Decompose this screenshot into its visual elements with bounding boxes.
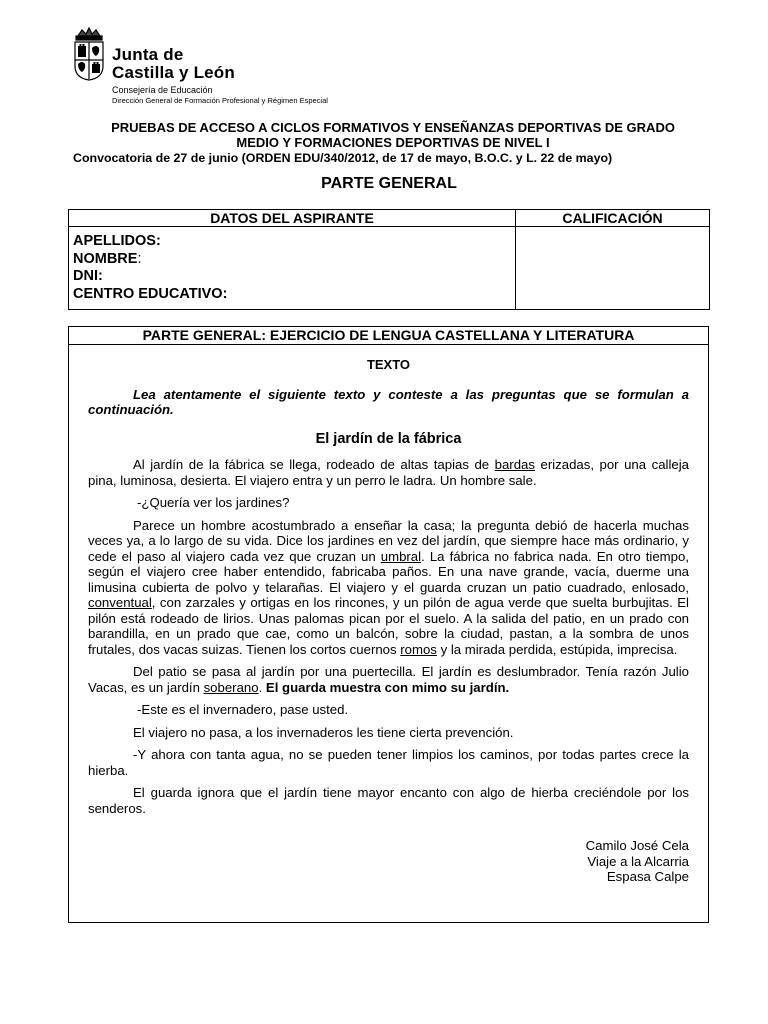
- citation-book: Viaje a la Alcarria: [587, 853, 689, 869]
- reading-title: El jardín de la fábrica: [315, 430, 462, 447]
- page-title: PARTE GENERAL: [321, 175, 457, 192]
- underlined-word: umbral: [380, 548, 422, 564]
- nombre-label: NOMBRE:: [73, 250, 142, 267]
- candidate-fields: [69, 227, 516, 310]
- paragraph-7: -Y ahora con tanta agua, no se pueden tener limpios los caminos, por todas partes crece la hierba.: [88, 747, 689, 778]
- paragraph-8: El guarda ignora que el jardín tiene mayor encanto con algo de hierba creciéndole por los senderos.: [88, 785, 689, 816]
- bold-sentence: El guarda muestra con mimo su jardín.: [265, 679, 510, 695]
- exam-convocatoria: Convocatoria de 27 de junio (ORDEN EDU/340/2012, de 17 de mayo, B.O.C. y L. 22 de mayo): [73, 151, 613, 165]
- logo-line-3: Consejería de Educación: [112, 85, 213, 95]
- underlined-word: conventual: [88, 595, 152, 610]
- citation-author: Camilo José Cela: [585, 838, 689, 853]
- underlined-word: soberano: [203, 679, 259, 695]
- coat-of-arms-icon: [70, 26, 108, 82]
- institution-logo: [70, 26, 400, 108]
- exam-title-line-2: MEDIO Y FORMACIONES DEPORTIVAS DE NIVEL I: [236, 135, 550, 150]
- paragraph-6: El viajero no pasa, a los invernaderos les tiene cierta prevención.: [133, 724, 514, 740]
- citation-publisher: Espasa Calpe: [606, 869, 689, 884]
- candidate-data-header: DATOS DEL ASPIRANTE: [69, 210, 516, 227]
- grade-header: CALIFICACIÓN: [516, 210, 710, 227]
- exam-title-line-1: PRUEBAS DE ACCESO A CICLOS FORMATIVOS Y ENSEÑANZAS DEPORTIVAS DE GRADO: [111, 120, 675, 135]
- paragraph-3: Parece un hombre acostumbrado a enseñar la casa; la pregunta debió de hacerla muchas veces ya, a lo largo de su vida. Dice los jardines en vez del jardín, que siempre hace más ordinario, y cede el paso al viajero cada vez que cruzan un umbral. La fábrica no fabrica nada. En otro tiempo, según el viajero cree haber entendido, fabricaba paños. En una nave grande, vacía, duerme una limusina cubierta de polvo y telarañas. El viajero y el guarda cruzan un patio cuadrado, enlosado, conventual, con zarzales y ortigas en los rincones, y un pilón de agua verde que suelta burbujitas. El pilón está rodeado de lirios. Unas palomas pican por el suelo. A la salida del patio, en un prado con barandilla, en un prado que cae, como un balcón, sobre la ciudad, pastan, a la sombra de unos frutales, dos vacas suizas. Tienen los cortos cuernos romos y la mirada perdida, estúpida, imprecisa.: [88, 517, 689, 657]
- paragraph-1: Al jardín de la fábrica se llega, rodeado de altas tapias de bardas erizadas, por una calleja pina, luminosa, desierta. El viajero entra y un perro le ladra. Un hombre sale.: [88, 457, 689, 488]
- centro-educativo-label: CENTRO EDUCATIVO:: [73, 285, 228, 302]
- exercise-box: [68, 326, 709, 923]
- underlined-word: bardas: [494, 457, 535, 472]
- citation: [88, 838, 689, 885]
- paragraph-2: -¿Quería ver los jardines?: [137, 495, 290, 510]
- texto-label: TEXTO: [366, 357, 411, 372]
- logo-line-2: Castilla y León: [112, 63, 235, 82]
- dni-label: DNI:: [73, 268, 103, 284]
- exercise-title: PARTE GENERAL: EJERCICIO DE LENGUA CASTELLANA Y LITERATURA: [69, 327, 708, 345]
- grade-field: [516, 227, 710, 310]
- candidate-data-table: [68, 209, 710, 310]
- instructions: Lea atentamente el siguiente texto y conteste a las preguntas que se formulan a continuación.: [88, 386, 689, 417]
- logo-line-4: Dirección General de Formación Profesional y Régimen Especial: [112, 96, 328, 105]
- underlined-word: romos: [400, 641, 437, 657]
- apellidos-label: APELLIDOS:: [73, 233, 161, 249]
- logo-line-1: Junta de: [112, 45, 184, 64]
- paragraph-4: Del patio se pasa al jardín por una puertecilla. El jardín es deslumbrador. Tenía razón Julio Vacas, es un jardín soberano. El guarda muestra con mimo su jardín.: [88, 664, 689, 695]
- paragraph-5: -Este es el invernadero, pase usted.: [137, 702, 349, 717]
